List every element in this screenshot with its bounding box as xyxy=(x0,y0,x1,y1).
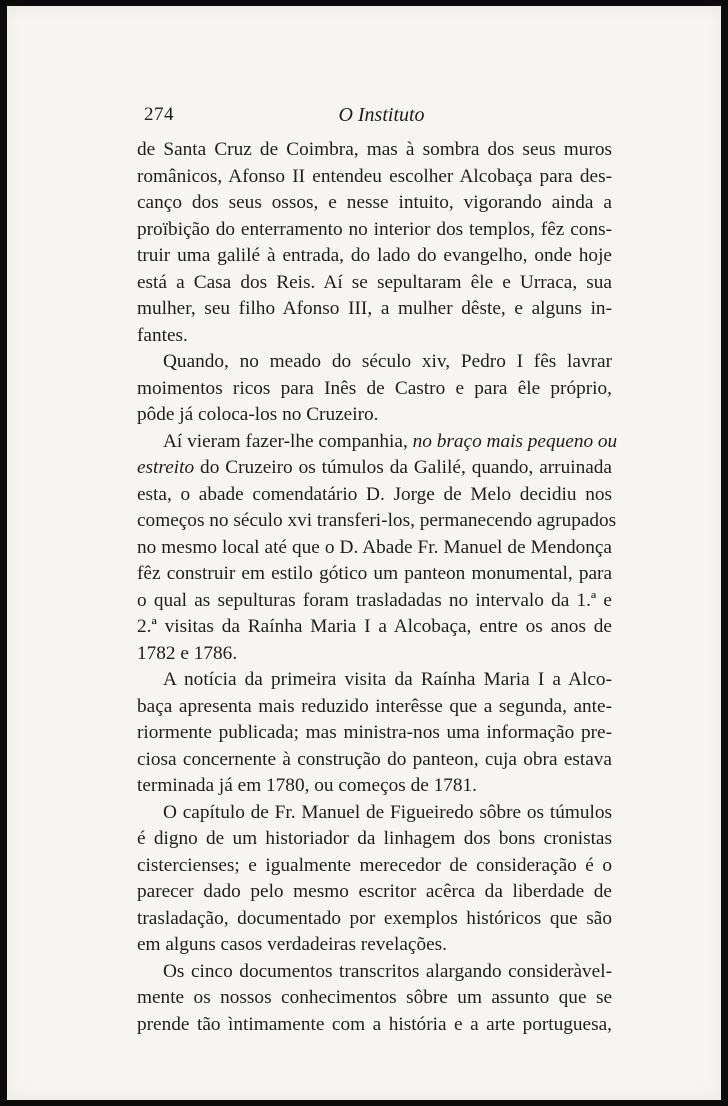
text-line: cistercienses; e igualmente merecedor de consideração é o xyxy=(137,854,612,876)
body-text xyxy=(137,137,618,1038)
text-line: proïbição do enterramento no interior dos templos, fêz cons- xyxy=(137,218,612,240)
text-line: fêz construir em estilo gótico um panteon monumental, para xyxy=(137,563,612,584)
text-line: o qual as sepulturas foram trasladadas no intervalo da 1.ª e xyxy=(137,589,612,611)
text-line: parecer dado pelo mesmo escritor acêrca da liberdade de xyxy=(137,881,612,902)
text-line: prende tão ìntimamente com a história e a arte portuguesa, xyxy=(137,1013,612,1035)
text-line: românicos, Afonso II entendeu escolher Alcobaça para des- xyxy=(137,165,612,187)
text-span: Aí vieram fazer-lhe companhia, xyxy=(163,430,408,452)
text-line: em alguns casos verdadeiras revelações. xyxy=(137,934,447,955)
text-line: terminada já em 1780, ou começos de 1781. xyxy=(137,775,478,796)
italic-word: estreito xyxy=(137,457,195,478)
text-line: de Santa Cruz de Coimbra, mas à sombra dos seus muros xyxy=(137,139,612,160)
text-line: trasladação, documentado por exemplos históricos que são xyxy=(137,907,612,929)
text-line: mulher, seu filho Afonso III, a mulher dêste, e alguns in- xyxy=(137,298,612,319)
text-span: do Cruzeiro os túmulos da Galilé, quando, arruinada xyxy=(200,457,612,478)
page-number: 274 xyxy=(144,104,174,125)
text-line: pôde já coloca-los no Cruzeiro. xyxy=(137,404,379,425)
paragraph-start-line: Os cinco documentos transcritos alargando consideràvel- xyxy=(163,960,612,982)
text-line: 2.ª visitas da Raínha Maria I a Alcobaça, entre os anos de xyxy=(137,616,612,637)
paragraph-start-line xyxy=(137,429,618,456)
text-line xyxy=(137,455,612,482)
text-line: baça apresenta mais reduzido interêsse que a segunda, ante- xyxy=(137,695,612,717)
italic-phrase: no braço mais pequeno ou xyxy=(412,430,618,452)
text-line: no mesmo local até que o D. Abade Fr. Manuel de Mendonça xyxy=(137,536,612,558)
paragraph-start-line: Quando, no meado do século xiv, Pedro I fês lavrar xyxy=(163,351,612,372)
paragraph-start-line: A notícia da primeira visita da Raínha Maria I a Alco- xyxy=(163,669,612,690)
text-line: começos no século xvi transferi-los, permanecendo agrupados xyxy=(137,510,617,531)
text-line: é digno de um historiador da linhagem dos bons cronistas xyxy=(137,828,612,849)
text-line: está a Casa dos Reis. Aí se sepultaram êle e Urraca, sua xyxy=(137,271,612,293)
text-line: moimentos ricos para Inês de Castro e para êle próprio, xyxy=(137,377,612,399)
text-line: riormente publicada; mas ministra-nos uma informação pre- xyxy=(137,722,612,743)
text-line: fantes. xyxy=(137,324,188,346)
text-line: esta, o abade comendatário D. Jorge de Melo decidiu nos xyxy=(137,483,612,505)
text-line: ciosa concernente à construção do panteon, cuja obra estava xyxy=(137,748,612,770)
running-title: O Instituto xyxy=(338,104,425,126)
paragraph-start-line: O capítulo de Fr. Manuel de Figueiredo sôbre os túmulos xyxy=(163,801,612,823)
text-line: 1782 e 1786. xyxy=(137,642,238,664)
text-line: truir uma galilé à entrada, do lado do evangelho, onde hoje xyxy=(137,245,612,266)
page-header xyxy=(144,104,619,128)
text-line: mente os nossos conhecimentos sôbre um assunto que se xyxy=(137,987,612,1008)
text-line: canço dos seus ossos, e nesse intuito, vigorando ainda a xyxy=(137,192,612,213)
